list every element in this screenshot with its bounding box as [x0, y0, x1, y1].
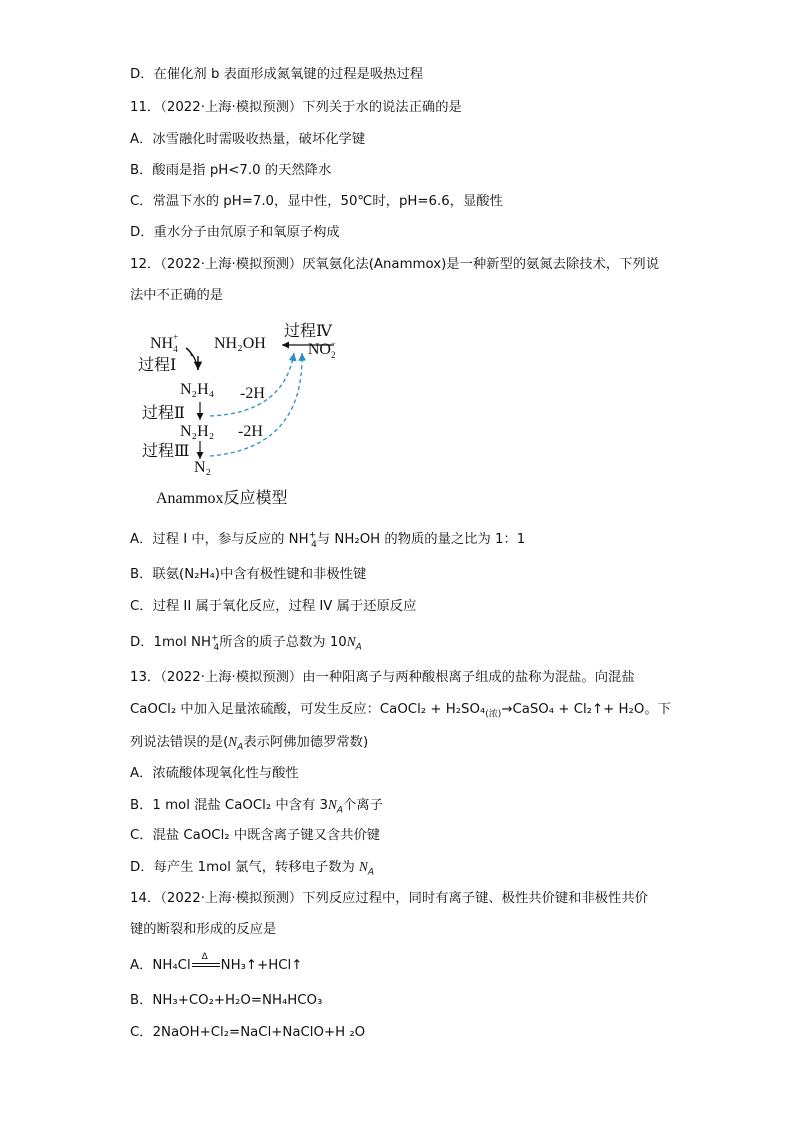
question-11-option-b: B．酸雨是指 pH<7.0 的天然降水: [130, 163, 332, 178]
question-12-option-d: D．1mol $NH^+_4$所含的质子总数为 $10N_A$: [130, 633, 362, 653]
question-11-option-d: D．重水分子由氘原子和氧原子构成: [130, 225, 340, 240]
question-13-stem-line3: 列说法错误的是($N_A$表示阿佛加德罗常数): [130, 734, 369, 753]
process-4-label: 过程Ⅳ: [284, 323, 332, 340]
n2-label: N₂: [194, 459, 212, 476]
question-13-stem-line1: 13．（2022·上海·模拟预测）由一种阳离子与两种酸根离子组成的盐称为混盐。向混盐: [130, 670, 635, 685]
n2h2-label: N₂H₂: [180, 423, 215, 440]
question-12-option-b: B．联氨(N₂H₄)中含有极性键和非极性键: [130, 567, 367, 582]
minus-2h-label-1: -2H: [240, 385, 265, 402]
question-13-option-c: C．混盐 CaOCl₂ 中既含离子键又含共价键: [130, 828, 381, 843]
question-12-option-a: A．过程 I 中，参与反应的 $NH^+_4$与 NH₂OH 的物质的量之比为 1：1: [130, 530, 526, 550]
process-1-label: 过程Ⅰ: [138, 357, 177, 374]
question-14-stem-line2: 键的断裂和形成的反应是: [130, 922, 277, 937]
question-13-option-a: A．浓硫酸体现氧化性与酸性: [130, 766, 299, 781]
question-11-option-a: A．冰雪融化时需吸收热量，破坏化学键: [130, 132, 366, 147]
option-d-catalyst: D．在催化剂 b 表面形成氮氧键的过程是吸热过程: [130, 67, 424, 82]
anammox-diagram: [134, 318, 334, 484]
question-13-stem-line2: CaOCl₂ 中加入足量浓硫酸，可发生反应：CaOCl₂ + $H_2SO_4_{(浓)}\to CaSO_4$ + Cl₂↑+ H₂O。下: [130, 702, 671, 720]
question-11-option-c: C．常温下水的 pH=7.0，显中性，50℃时，pH=6.6，显酸性: [130, 194, 503, 209]
question-12-stem-line2: 法中不正确的是: [130, 288, 224, 303]
process-3-label: 过程Ⅲ: [142, 443, 190, 460]
no2-ion-label: NO− 2: [307, 338, 336, 360]
question-14-option-c: C．2NaOH+Cl₂=NaCl+NaClO+H ₂O: [130, 1025, 366, 1040]
diagram-caption: Anammox反应模型: [156, 490, 288, 507]
curve-arrow: [186, 348, 198, 370]
question-14-stem-line1: 14．（2022·上海·模拟预测）下列反应过程中，同时有离子键、极性共价键和非极性共价: [130, 891, 648, 906]
nh2oh-label: NH₂OH: [214, 335, 266, 352]
nh4-ion-label: NH+ 4: [150, 332, 179, 354]
question-14-option-a: A．NH₄Cl Δ NH₃↑+HCl↑: [130, 952, 303, 973]
question-13-option-d: D．每产生 1mol 氯气，转移电子数为 $N_A$: [130, 859, 375, 878]
heat-arrow: Δ: [191, 958, 221, 972]
minus-2h-label-2: -2H: [238, 423, 263, 440]
process-2-label: 过程Ⅱ: [142, 405, 185, 422]
n2h4-label: N₂H₄: [180, 381, 215, 398]
question-14-option-b: B．NH₃+CO₂+H₂O=NH₄HCO₃: [130, 993, 323, 1008]
question-12-option-c: C．过程 II 属于氧化反应，过程 IV 属于还原反应: [130, 599, 417, 614]
question-12-stem-line1: 12．（2022·上海·模拟预测）厌氧氨化法(Anammox)是一种新型的氨氮去除技术，下列说: [130, 257, 660, 272]
question-13-option-b: B．1 mol 混盐 CaOCl₂ 中含有 $3N_A$个离子: [130, 797, 383, 816]
dashed-arrow-from-n2h2: [210, 353, 302, 456]
question-11-stem: 11．（2022·上海·模拟预测）下列关于水的说法正确的是: [130, 100, 462, 115]
